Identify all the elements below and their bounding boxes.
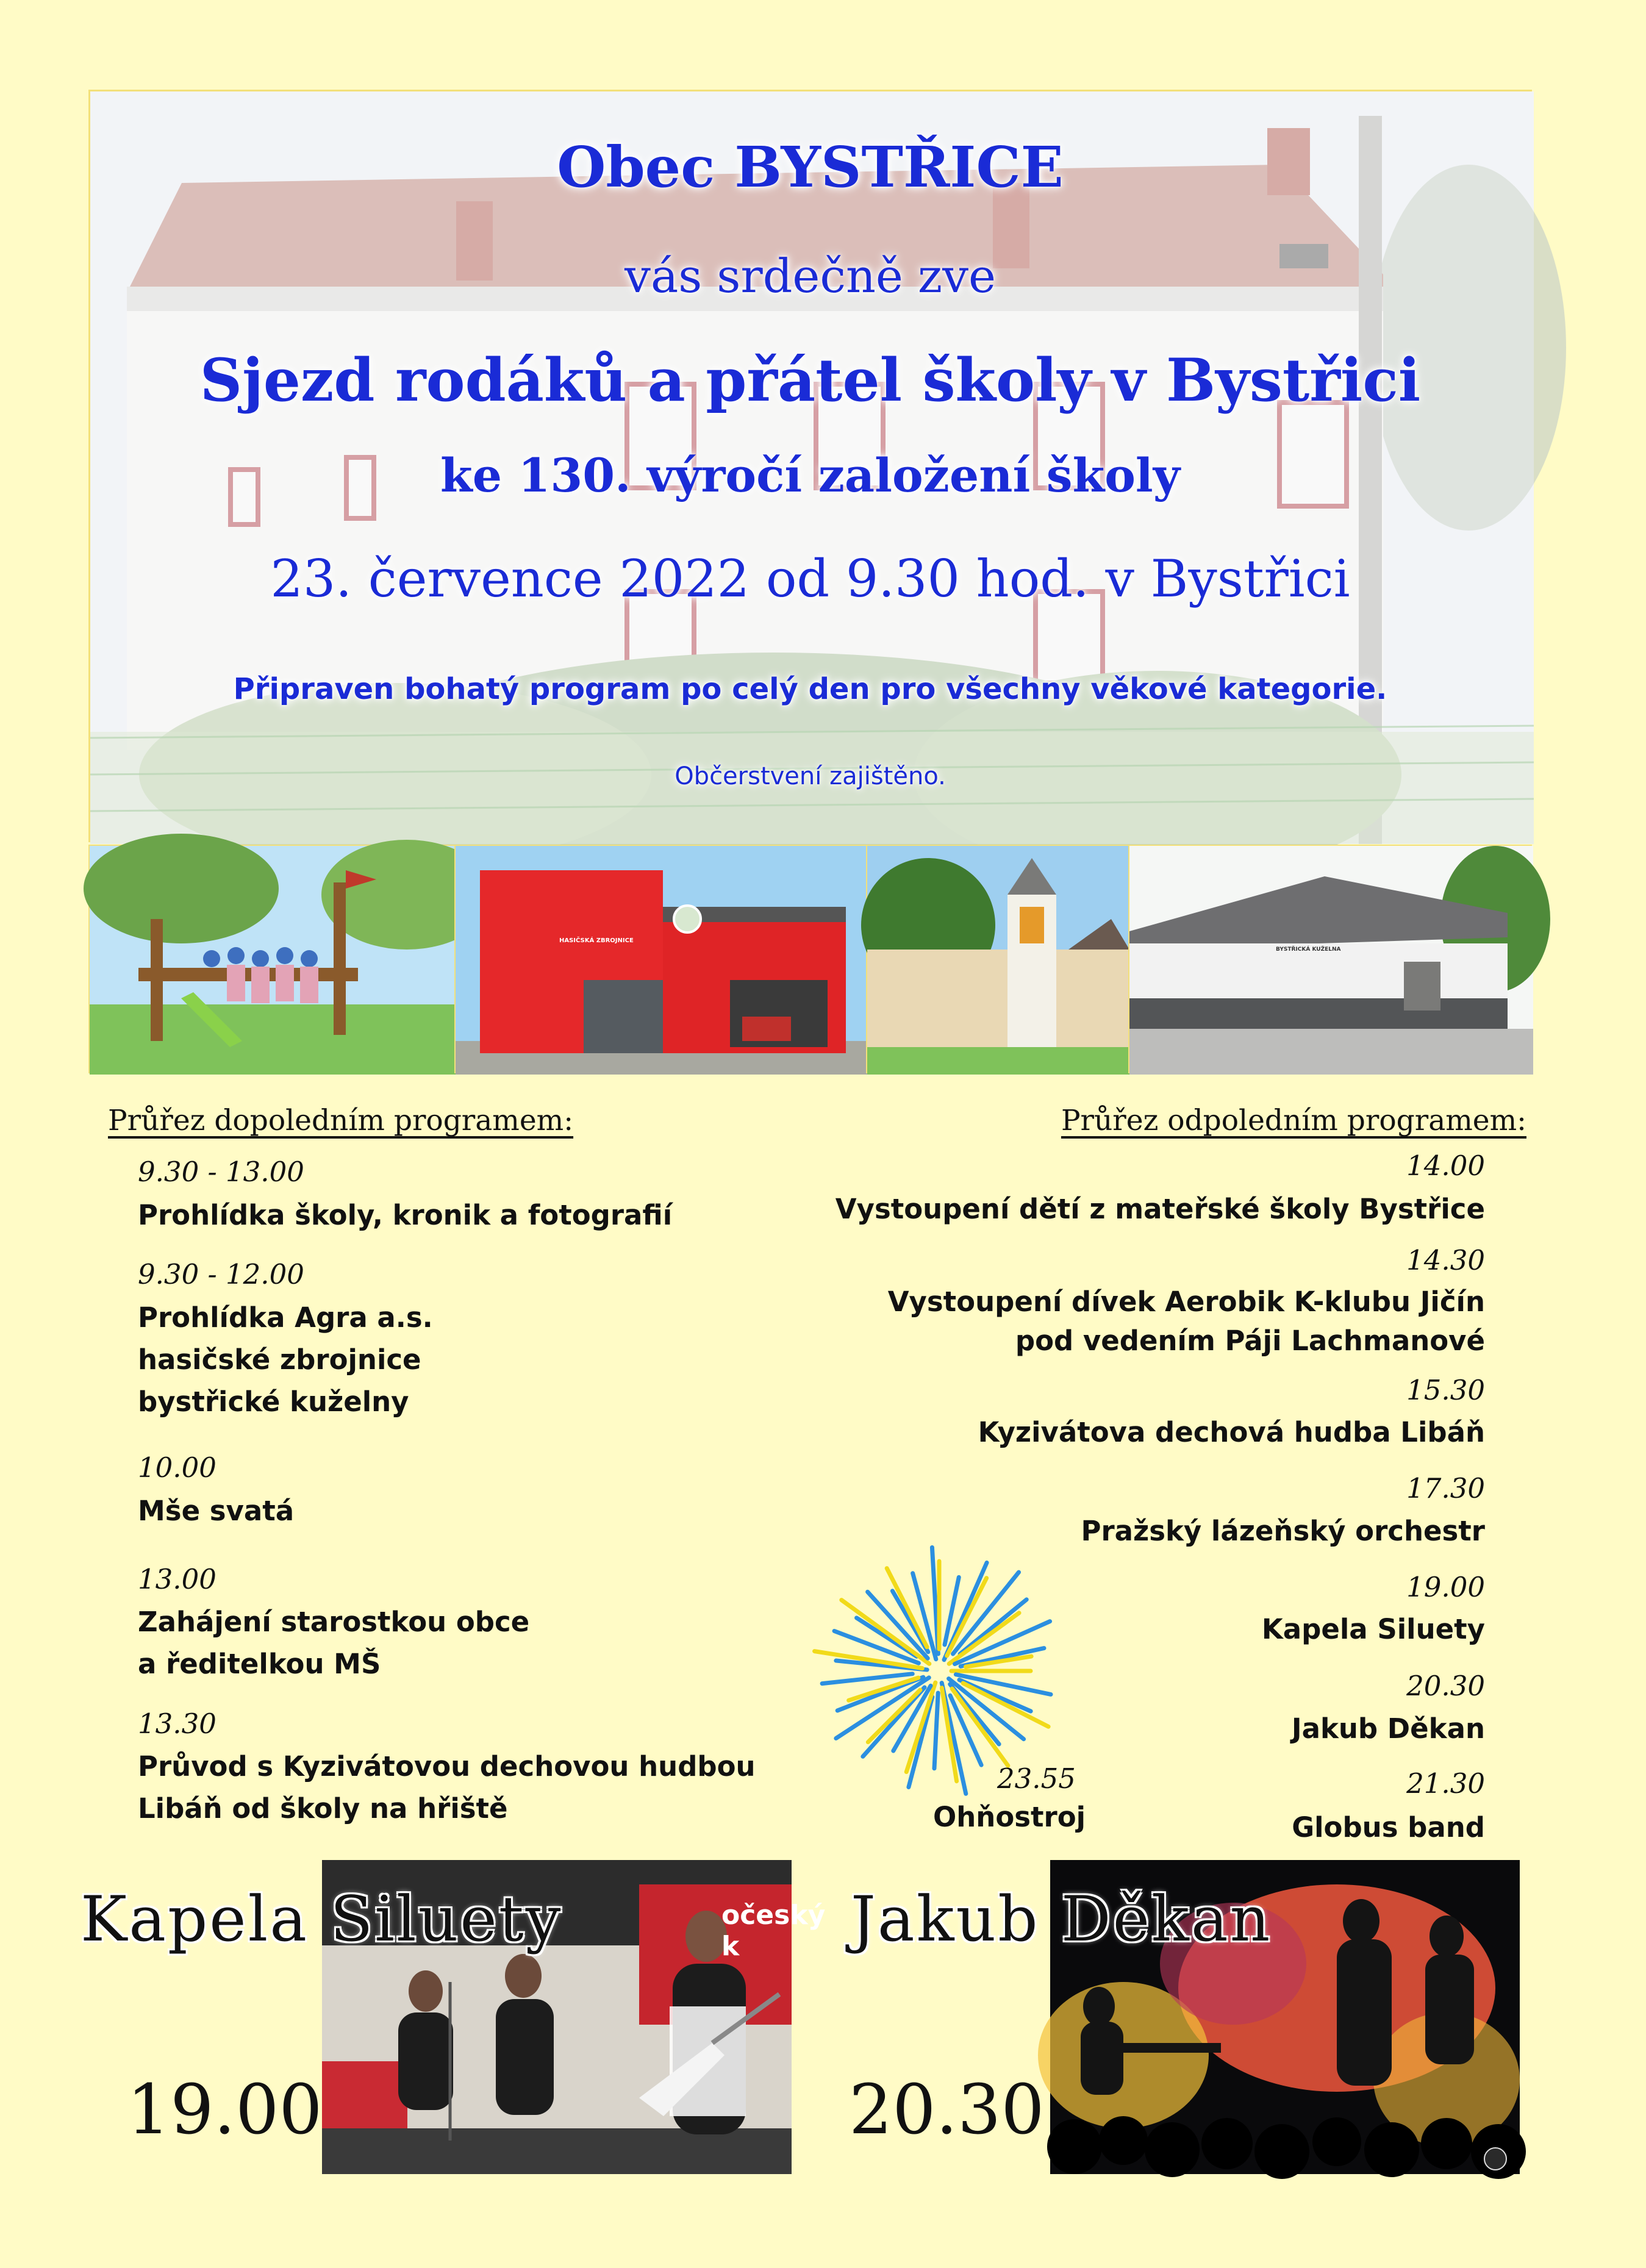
program-item: Zahájení starostkou obce	[138, 1606, 530, 1638]
program-item: Prohlídka školy, kronik a fotografií	[138, 1199, 673, 1231]
program-time: 19.00	[1406, 1571, 1485, 1603]
fire-station-photo	[454, 845, 866, 1073]
program-item: Vystoupení dívek Aerobik K-klubu Jičín	[887, 1286, 1485, 1318]
program-item: hasičské zbrojnice	[138, 1343, 421, 1376]
chapel-photo	[866, 845, 1128, 1073]
program-item: a ředitelkou MŠ	[138, 1648, 381, 1680]
program-time: 14.30	[1406, 1244, 1485, 1276]
photo-strip	[88, 845, 1532, 1073]
bowling-hall-photo	[1128, 845, 1532, 1073]
invitation-line: vás srdečně zve	[624, 249, 996, 303]
bowling-hall-sign: BYSTŘICKÁ KUŽELNA	[1276, 946, 1341, 953]
program-time: 9.30 - 13.00	[138, 1156, 304, 1188]
fireworks-label: Ohňostroj	[933, 1801, 1086, 1833]
stage-banner-text: očeský k	[721, 1900, 826, 1962]
program-item: Kapela Siluety	[1261, 1613, 1485, 1645]
band-name-siluety: Kapela Siluety	[81, 1883, 563, 1956]
playground-photo	[88, 845, 454, 1073]
program-time: 13.30	[138, 1708, 216, 1740]
program-time: 20.30	[1406, 1670, 1485, 1702]
program-time: 15.30	[1406, 1374, 1485, 1406]
band-time-dekan: 20.30	[849, 2070, 1045, 2150]
morning-program-title: Průřez dopoledním programem:	[108, 1104, 574, 1137]
program-time: 17.30	[1406, 1472, 1485, 1504]
fire-station-sign: HASIČSKÁ ZBROJNICE	[559, 937, 634, 944]
village-title: Obec BYSTŘICE	[557, 134, 1064, 200]
band-name-dekan: Jakub Děkan	[851, 1883, 1272, 1956]
program-time: 14.00	[1406, 1150, 1485, 1182]
fireworks-time: 23.55	[997, 1762, 1076, 1795]
program-time: 13.00	[138, 1563, 216, 1595]
program-item: Mše svatá	[138, 1495, 295, 1527]
program-item: Globus band	[1292, 1811, 1485, 1844]
firework-ray	[909, 1697, 932, 1787]
program-note: Připraven bohatý program po celý den pro všechny věkové kategorie.	[233, 672, 1387, 706]
program-item: bystřické kuželny	[138, 1386, 409, 1418]
program-item: pod vedením Páji Lachmanové	[1015, 1325, 1485, 1357]
firework-ray	[934, 1693, 938, 1769]
program-item: Kyzivátova dechová hudba Libáň	[978, 1416, 1485, 1448]
program-item: Pražský lázeňský orchestr	[1081, 1515, 1485, 1547]
event-title: Sjezd rodáků a přátel školy v Bystřici	[199, 346, 1421, 415]
afternoon-program-title: Průřez odpoledním programem:	[1061, 1104, 1526, 1137]
refreshment-note: Občerstvení zajištěno.	[675, 762, 946, 790]
hero-banner	[88, 90, 1532, 842]
firework-ray	[906, 1683, 936, 1772]
anniversary-subtitle: ke 130. výročí založení školy	[440, 448, 1180, 503]
program-item: Libáň od školy na hřiště	[138, 1792, 508, 1825]
event-date: 23. července 2022 od 9.30 hod. v Bystřici	[270, 549, 1350, 609]
band-time-siluety: 19.00	[127, 2070, 323, 2150]
program-item: Jakub Děkan	[1291, 1712, 1485, 1745]
program-item: Průvod s Kyzivátovou dechovou hudbou	[138, 1750, 756, 1783]
program-item: Prohlídka Agra a.s.	[138, 1301, 433, 1334]
program-time: 10.00	[138, 1451, 216, 1484]
program-item: Vystoupení dětí z mateřské školy Bystřice	[835, 1193, 1485, 1225]
program-time: 21.30	[1406, 1767, 1485, 1800]
program-time: 9.30 - 12.00	[138, 1258, 304, 1290]
